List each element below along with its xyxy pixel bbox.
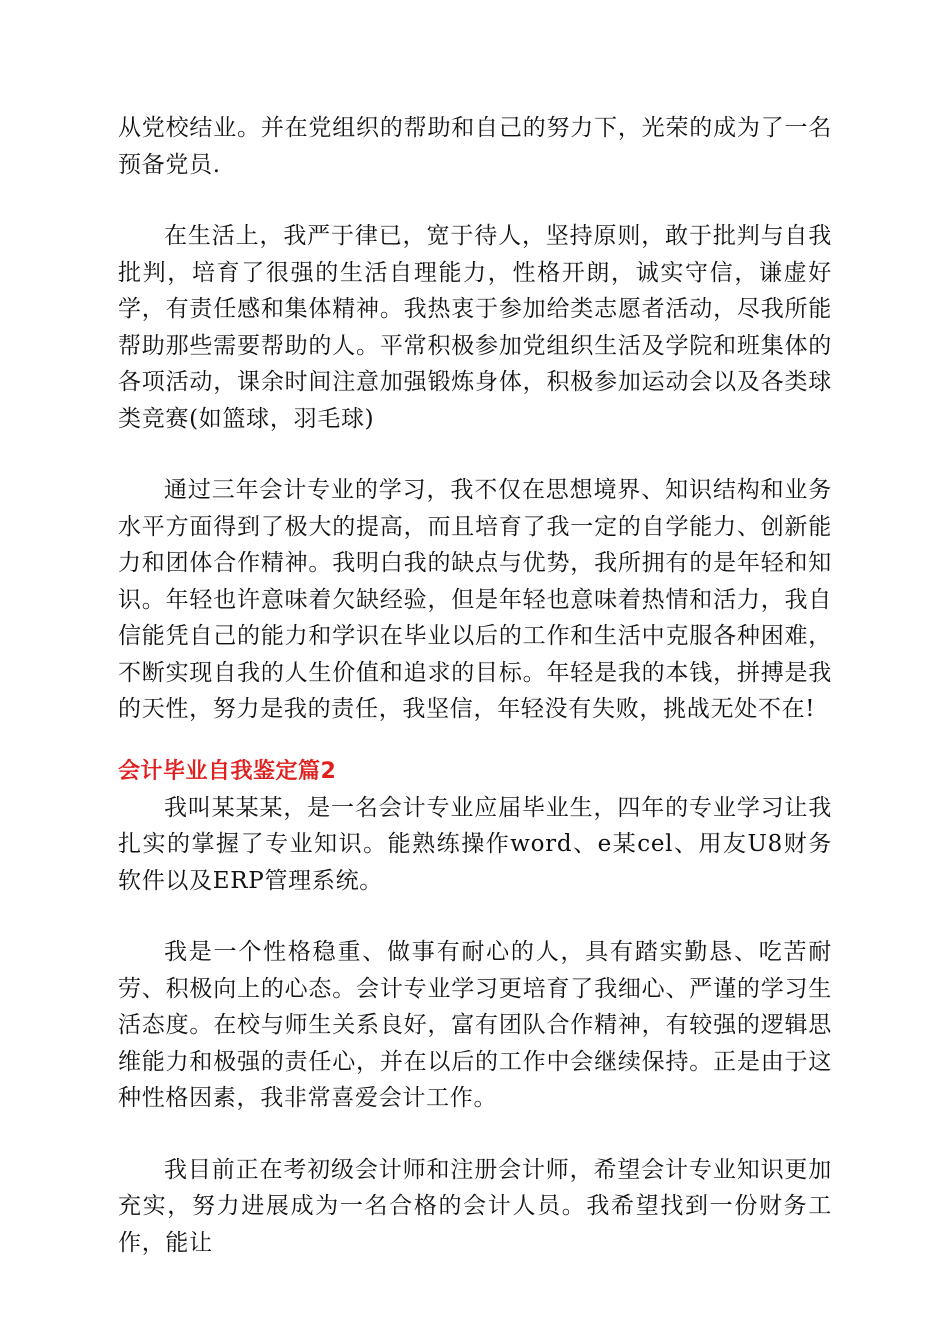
paragraph-life: 在生活上，我严于律已，宽于待人，坚持原则，敢于批判与自我批判，培育了很强的生活自理能力，性格开朗，诚实守信，谦虚好学，有责任感和集体精神。我热衷于参加给类志愿者活动，尽我所能帮助那些需要帮助的人。平常积极参加党组织生活及学院和班集体的各项活动，课余时间注意加强锻炼身体，积极参加运动会以及各类球类竞赛(如篮球，羽毛球) bbox=[118, 223, 832, 432]
section-heading: 会计毕业自我鉴定篇2 bbox=[118, 758, 337, 784]
paragraph-introduction: 我叫某某某，是一名会计专业应届毕业生，四年的专业学习让我扎实的掌握了专业知识。能熟练操作word、e某cel、用友U8财务软件以及ERP管理系统。 bbox=[118, 794, 832, 894]
paragraph-party-member: 从党校结业。并在党组织的帮助和自己的努力下，光荣的成为了一名预备党员. bbox=[118, 115, 832, 178]
paragraph-personality: 我是一个性格稳重、做事有耐心的人，具有踏实勤恳、吃苦耐劳、积极向上的心态。会计专业学习更培育了我细心、严谨的学习生活态度。在校与师生关系良好，富有团队合作精神，有较强的逻辑思维能力和极强的责任心，并在以后的工作中会继续保持。正是由于这种性格因素，我非常喜爱会计工作。 bbox=[118, 939, 832, 1111]
paragraph-goals: 我目前正在考初级会计师和注册会计师，希望会计专业知识更加充实，努力进展成为一名合格的会计人员。我希望找到一份财务工作，能让 bbox=[118, 1156, 832, 1256]
paragraph-study-summary: 通过三年会计专业的学习，我不仅在思想境界、知识结构和业务水平方面得到了极大的提高，而且培育了我一定的自学能力、创新能力和团体合作精神。我明白我的缺点与优势，我所拥有的是年轻和知识。年轻也许意味着欠缺经验，但是年轻也意味着热情和活力，我自信能凭自己的能力和学识在毕业以后的工作和生活中克服各种困难，不断实现自我的人生价值和追求的目标。年轻是我的本钱，拼搏是我的天性，努力是我的责任，我坚信，年轻没有失败，挑战无处不在! bbox=[118, 477, 832, 722]
